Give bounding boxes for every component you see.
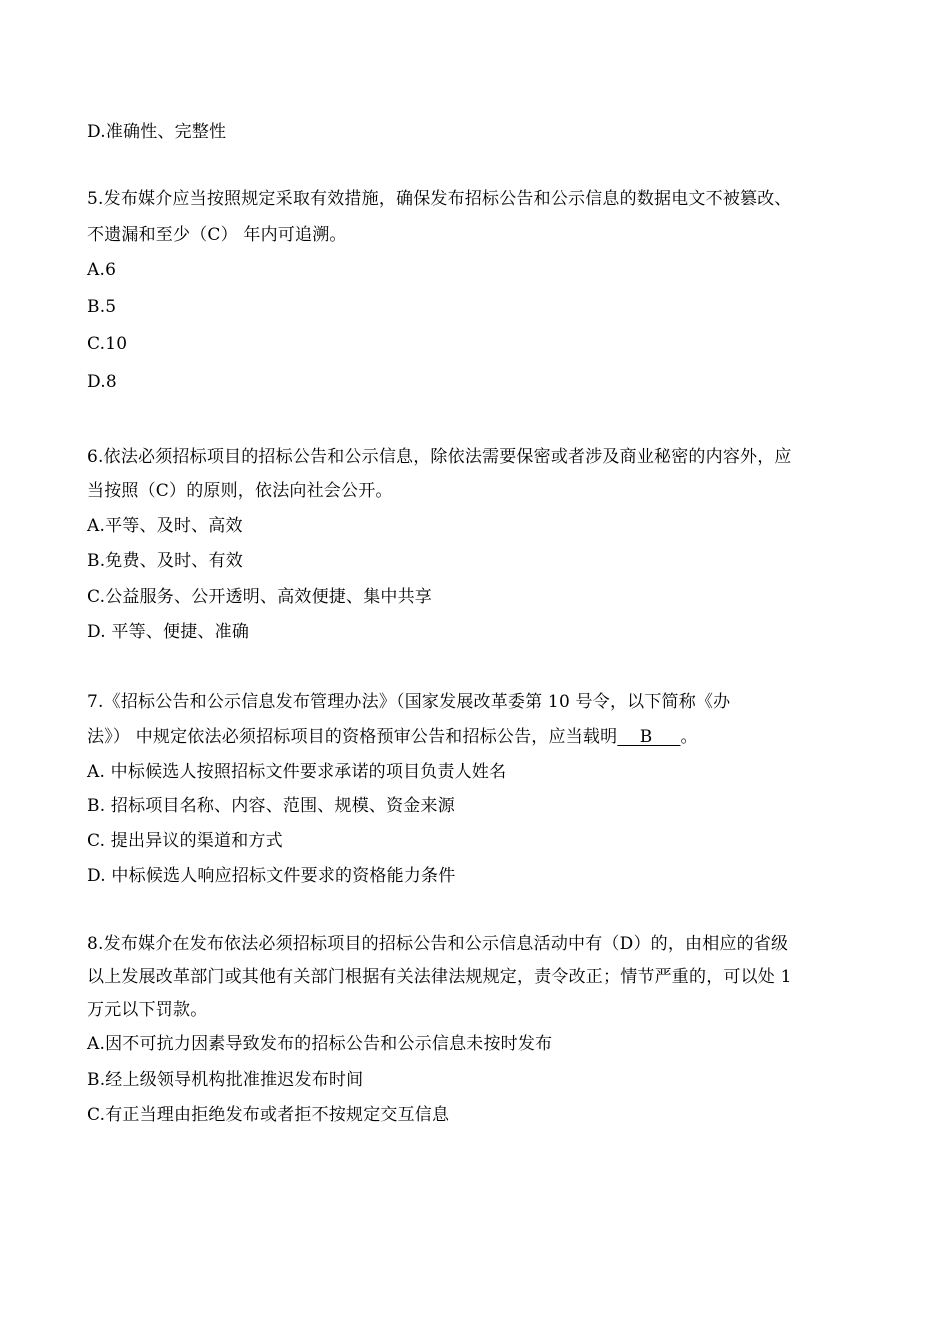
q8-stem-line3: 万元以下罚款。 [87,1000,208,1020]
q8-option-a: A.因不可抗力因素导致发布的招标公告和公示信息未按时发布 [87,1034,553,1054]
q6-option-c: C.公益服务、公开透明、高效便捷、集中共享 [87,587,433,607]
q7-option-b: B. 招标项目名称、内容、范围、规模、资金来源 [87,796,455,816]
q7-stem-line2-prefix: 法》） 中规定依法必须招标项目的资格预审公告和招标公告，应当载明 [87,727,618,747]
q8-option-b: B.经上级领导机构批准推迟发布时间 [87,1070,364,1090]
q7-option-a: A. 中标候选人按照招标文件要求承诺的项目负责人姓名 [87,762,507,782]
q7-stem-line2 [87,726,698,748]
q6-option-b: B.免费、及时、有效 [87,551,243,571]
q6-option-d: D. 平等、便捷、准确 [87,622,250,642]
q8-option-c: C.有正当理由拒绝发布或者拒不按规定交互信息 [87,1105,450,1125]
q5-stem-line2: 不遗漏和至少（C） 年内可追溯。 [87,225,347,245]
q8-stem-line1: 8.发布媒介在发布依法必须招标项目的招标公告和公示信息活动中有（D）的，由相应的省级 [87,934,789,954]
q6-option-a: A.平等、及时、高效 [87,516,243,536]
q5-option-a: A.6 [87,260,117,280]
q7-answer-blank: B [617,727,681,747]
q4-option-d: D.准确性、完整性 [87,122,227,142]
q8-stem-line2: 以上发展改革部门或其他有关部门根据有关法律法规规定，责令改正；情节严重的，可以处 1 [87,967,792,987]
q5-option-b: B.5 [87,297,117,317]
q6-stem-line2: 当按照（C）的原则，依法向社会公开。 [87,481,393,501]
q5-option-c: C.10 [87,334,128,354]
q6-stem-line1: 6.依法必须招标项目的招标公告和公示信息，除依法需要保密或者涉及商业秘密的内容外，应 [87,447,792,467]
q7-option-d: D. 中标候选人响应招标文件要求的资格能力条件 [87,866,456,886]
q5-option-d: D.8 [87,372,117,392]
q7-stem-line2-suffix: 。 [680,727,698,747]
q7-stem-line1: 7.《招标公告和公示信息发布管理办法》（国家发展改革委第 10 号令，以下简称《办 [87,692,731,712]
q5-stem-line1: 5.发布媒介应当按照规定采取有效措施，确保发布招标公告和公示信息的数据电文不被篡改、 [87,189,792,209]
q7-option-c: C. 提出异议的渠道和方式 [87,831,283,851]
